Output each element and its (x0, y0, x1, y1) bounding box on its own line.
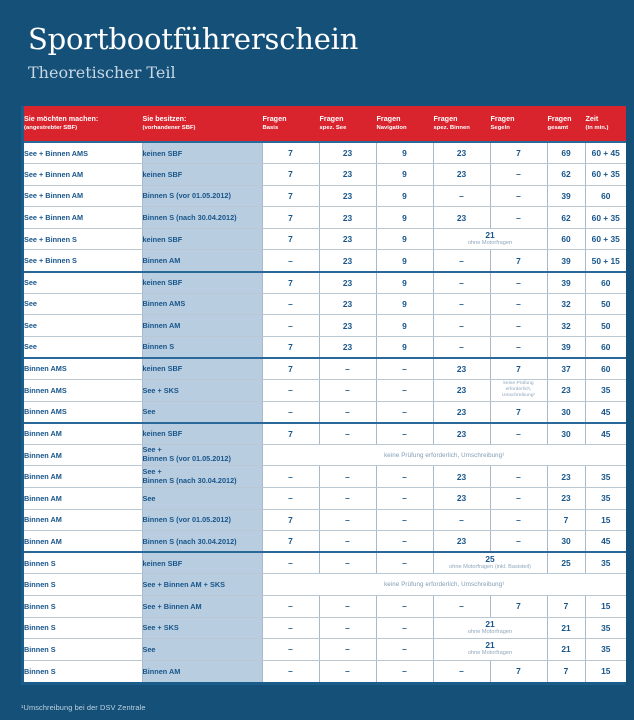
cell-fragen-spez-binnen: 23 (433, 401, 490, 423)
cell-fragen-basis: 7 (262, 207, 319, 229)
cell-owned-licence: Binnen AMS (142, 293, 262, 315)
cell-fragen-navigation: – (376, 488, 433, 510)
column-header-8 (585, 106, 626, 142)
table-row (24, 639, 626, 661)
table-row (24, 228, 626, 250)
cell-desired-licence: Binnen AMS (24, 358, 142, 380)
cell-fragen-spez-binnen: – (433, 595, 490, 617)
cell-fragen-basis: – (262, 488, 319, 510)
cell-owned-licence: keinen SBF (142, 423, 262, 445)
cell-fragen-navigation: – (376, 509, 433, 531)
merged-note: ohne Motorfragen (467, 628, 513, 635)
cell-fragen-spez-binnen: 23 (433, 358, 490, 380)
cell-fragen-basis: 7 (262, 509, 319, 531)
cell-fragen-basis: 7 (262, 185, 319, 207)
cell-fragen-spez-see: – (319, 401, 376, 423)
column-header-sublabel: (vorhandener SBF) (142, 125, 196, 132)
cell-fragen-spez-see: – (319, 660, 376, 682)
cell-owned-licence: Binnen S (nach 30.04.2012) (142, 531, 262, 553)
cell-fragen-navigation: – (376, 466, 433, 488)
cell-desired-licence: Binnen AM (24, 509, 142, 531)
cell-fragen-gesamt: 32 (547, 315, 585, 337)
cell-fragen-gesamt: 7 (547, 595, 585, 617)
column-header-4 (376, 106, 433, 142)
cell-desired-licence: See (24, 315, 142, 337)
cell-owned-licence: See (142, 488, 262, 510)
cell-fragen-spez-see: 23 (319, 336, 376, 358)
table-row (24, 142, 626, 164)
merged-value: 25 (485, 554, 495, 565)
cell-fragen-basis: 7 (262, 336, 319, 358)
cell-desired-licence: See (24, 272, 142, 294)
cell-fragen-segeln: – (490, 185, 547, 207)
cell-desired-licence: Binnen AM (24, 531, 142, 553)
cell-segeln-note: keine Prüfung erforderlich, Umschreibung¹ (490, 380, 547, 402)
cell-fragen-basis: – (262, 595, 319, 617)
cell-zeit: 35 (585, 552, 626, 574)
cell-fragen-basis: – (262, 660, 319, 682)
column-header-label: Fragen (490, 113, 515, 123)
cell-desired-licence: Binnen S (24, 660, 142, 682)
cell-fragen-spez-see: – (319, 466, 376, 488)
column-header-sublabel: (in min.) (585, 125, 609, 132)
cell-owned-licence: keinen SBF (142, 164, 262, 186)
cell-owned-licence: See + SKS (142, 380, 262, 402)
cell-fragen-basis: – (262, 250, 319, 272)
cell-fragen-gesamt: 39 (547, 272, 585, 294)
cell-fragen-spez-binnen: – (433, 660, 490, 682)
cell-fragen-gesamt: 39 (547, 185, 585, 207)
cell-fragen-gesamt: 30 (547, 423, 585, 445)
cell-owned-licence: See + Binnen AM (142, 595, 262, 617)
table-row (24, 380, 626, 402)
cell-fragen-spez-see: – (319, 423, 376, 445)
merged-note: ohne Motorfragen (467, 239, 513, 246)
table-row (24, 185, 626, 207)
cell-fragen-spez-see: – (319, 595, 376, 617)
cell-zeit: 60 + 35 (585, 207, 626, 229)
cell-fragen-navigation: 9 (376, 207, 433, 229)
cell-fragen-segeln: – (490, 164, 547, 186)
table-row (24, 444, 626, 466)
cell-fragen-gesamt: 60 (547, 228, 585, 250)
column-header-sublabel: Segeln (490, 125, 510, 132)
page-title: Sportbootführerschein (28, 22, 359, 56)
cell-fragen-navigation: 9 (376, 164, 433, 186)
cell-fragen-binnen-segeln-merged (433, 639, 547, 661)
cell-owned-licence: Binnen AM (142, 250, 262, 272)
cell-fragen-segeln: – (490, 531, 547, 553)
cell-fragen-segeln: 7 (490, 358, 547, 380)
cell-zeit: 60 (585, 272, 626, 294)
cell-fragen-spez-see: 23 (319, 250, 376, 272)
cell-fragen-binnen-segeln-merged (433, 552, 547, 574)
cell-zeit: 35 (585, 380, 626, 402)
cell-fragen-spez-see: 23 (319, 293, 376, 315)
table-row (24, 531, 626, 553)
table-row (24, 574, 626, 596)
cell-desired-licence: Binnen AMS (24, 401, 142, 423)
column-header-label: Fragen (376, 113, 401, 123)
column-header-3 (319, 106, 376, 142)
column-header-sublabel: (angestrebter SBF) (24, 125, 78, 132)
cell-owned-licence: Binnen AM (142, 660, 262, 682)
column-header-sublabel: gesamt (547, 125, 569, 132)
cell-desired-licence: See + Binnen AM (24, 207, 142, 229)
table-row (24, 617, 626, 639)
table-row (24, 401, 626, 423)
cell-fragen-segeln: – (490, 207, 547, 229)
cell-fragen-segeln: 7 (490, 401, 547, 423)
cell-fragen-segeln: – (490, 336, 547, 358)
cell-fragen-gesamt: 32 (547, 293, 585, 315)
cell-fragen-gesamt: 62 (547, 164, 585, 186)
cell-fragen-basis: 7 (262, 358, 319, 380)
cell-fragen-gesamt: 30 (547, 401, 585, 423)
table-footnote: ¹Umschreibung bei der DSV Zentrale (21, 703, 146, 712)
cell-zeit: 60 + 45 (585, 142, 626, 164)
cell-fragen-basis: – (262, 552, 319, 574)
cell-fragen-spez-see: 23 (319, 228, 376, 250)
cell-desired-licence: Binnen S (24, 552, 142, 574)
cell-fragen-navigation: – (376, 617, 433, 639)
column-header-label: Sie möchten machen: (24, 113, 99, 123)
merged-value: 21 (485, 229, 495, 240)
cell-fragen-segeln: 7 (490, 595, 547, 617)
cell-fragen-gesamt: 23 (547, 380, 585, 402)
cell-fragen-spez-binnen: – (433, 185, 490, 207)
table-row (24, 336, 626, 358)
cell-zeit: 15 (585, 660, 626, 682)
cell-fragen-gesamt: 7 (547, 660, 585, 682)
table-row (24, 207, 626, 229)
cell-fragen-segeln: – (490, 509, 547, 531)
cell-fragen-segeln: – (490, 293, 547, 315)
cell-no-exam-note: keine Prüfung erforderlich, Umschreibung¹ (262, 574, 626, 596)
cell-fragen-binnen-segeln-merged (433, 617, 547, 639)
cell-desired-licence: Binnen AM (24, 466, 142, 488)
table-row (24, 164, 626, 186)
cell-fragen-navigation: 9 (376, 272, 433, 294)
page-header (0, 0, 634, 83)
cell-fragen-spez-see: – (319, 488, 376, 510)
cell-fragen-navigation: 9 (376, 185, 433, 207)
table-header-row (24, 106, 626, 142)
cell-zeit: 35 (585, 639, 626, 661)
cell-desired-licence: Binnen S (24, 574, 142, 596)
cell-fragen-spez-binnen: 23 (433, 488, 490, 510)
cell-fragen-spez-binnen: – (433, 250, 490, 272)
column-header-1 (142, 106, 262, 142)
cell-owned-licence: See (142, 639, 262, 661)
cell-fragen-navigation: 9 (376, 293, 433, 315)
column-header-6 (490, 106, 547, 142)
merged-value: 21 (485, 640, 495, 651)
cell-fragen-segeln: 7 (490, 660, 547, 682)
cell-fragen-gesamt: 21 (547, 639, 585, 661)
column-header-sublabel: Navigation (376, 125, 407, 132)
cell-fragen-spez-binnen: – (433, 272, 490, 294)
cell-desired-licence: Binnen AM (24, 423, 142, 445)
cell-fragen-basis: 7 (262, 423, 319, 445)
table-row (24, 660, 626, 682)
table-row (24, 293, 626, 315)
cell-zeit: 35 (585, 466, 626, 488)
cell-desired-licence: Binnen S (24, 617, 142, 639)
cell-no-exam-note: keine Prüfung erforderlich, Umschreibung¹ (262, 444, 626, 466)
cell-fragen-spez-see: 23 (319, 315, 376, 337)
cell-desired-licence: Binnen AMS (24, 380, 142, 402)
cell-desired-licence: See (24, 293, 142, 315)
table-row (24, 509, 626, 531)
cell-owned-licence: See + Binnen S (nach 30.04.2012) (142, 466, 262, 488)
cell-fragen-spez-see: – (319, 531, 376, 553)
cell-fragen-basis: – (262, 466, 319, 488)
table-row (24, 488, 626, 510)
cell-zeit: 50 (585, 315, 626, 337)
cell-fragen-spez-see: – (319, 358, 376, 380)
cell-owned-licence: Binnen S (vor 01.05.2012) (142, 185, 262, 207)
cell-fragen-navigation: – (376, 401, 433, 423)
cell-zeit: 45 (585, 401, 626, 423)
cell-fragen-navigation: 9 (376, 315, 433, 337)
cell-fragen-basis: 7 (262, 164, 319, 186)
cell-fragen-spez-binnen: 23 (433, 380, 490, 402)
cell-fragen-navigation: 9 (376, 336, 433, 358)
cell-fragen-navigation: – (376, 660, 433, 682)
column-header-7 (547, 106, 585, 142)
cell-zeit: 60 (585, 358, 626, 380)
cell-owned-licence: See + SKS (142, 617, 262, 639)
column-header-0 (24, 106, 142, 142)
cell-fragen-gesamt: 25 (547, 552, 585, 574)
column-header-label: Fragen (547, 113, 572, 123)
table-row (24, 315, 626, 337)
cell-fragen-basis: – (262, 315, 319, 337)
cell-fragen-spez-binnen: – (433, 336, 490, 358)
cell-owned-licence: Binnen S (142, 336, 262, 358)
cell-fragen-spez-see: – (319, 509, 376, 531)
table-row (24, 466, 626, 488)
table-row (24, 595, 626, 617)
cell-fragen-navigation: 9 (376, 228, 433, 250)
column-header-5 (433, 106, 490, 142)
cell-fragen-gesamt: 21 (547, 617, 585, 639)
table-row (24, 250, 626, 272)
cell-fragen-spez-binnen: – (433, 293, 490, 315)
cell-fragen-gesamt: 69 (547, 142, 585, 164)
cell-fragen-spez-binnen: 23 (433, 207, 490, 229)
cell-fragen-navigation: – (376, 358, 433, 380)
cell-fragen-spez-see: 23 (319, 164, 376, 186)
cell-zeit: 50 (585, 293, 626, 315)
cell-desired-licence: See + Binnen S (24, 228, 142, 250)
cell-owned-licence: keinen SBF (142, 228, 262, 250)
cell-fragen-basis: – (262, 617, 319, 639)
cell-fragen-spez-see: 23 (319, 142, 376, 164)
cell-fragen-spez-binnen: 23 (433, 423, 490, 445)
merged-note: ohne Motorfragen (inkl. Basisteil) (449, 564, 531, 571)
cell-fragen-navigation: – (376, 531, 433, 553)
cell-zeit: 45 (585, 531, 626, 553)
cell-fragen-gesamt: 37 (547, 358, 585, 380)
cell-desired-licence: Binnen S (24, 639, 142, 661)
cell-fragen-gesamt: 39 (547, 250, 585, 272)
cell-fragen-spez-binnen: 23 (433, 531, 490, 553)
cell-desired-licence: Binnen S (24, 595, 142, 617)
cell-owned-licence: keinen SBF (142, 358, 262, 380)
cell-owned-licence: See + Binnen S (vor 01.05.2012) (142, 444, 262, 466)
column-header-label: Fragen (319, 113, 344, 123)
cell-fragen-spez-see: – (319, 639, 376, 661)
cell-zeit: 35 (585, 488, 626, 510)
cell-fragen-spez-see: 23 (319, 207, 376, 229)
cell-fragen-navigation: – (376, 423, 433, 445)
cell-fragen-gesamt: 23 (547, 488, 585, 510)
column-header-label: Zeit (585, 113, 599, 123)
cell-zeit: 60 (585, 336, 626, 358)
cell-fragen-gesamt: 39 (547, 336, 585, 358)
cell-zeit: 60 + 35 (585, 228, 626, 250)
cell-zeit: 60 + 35 (585, 164, 626, 186)
column-header-label: Fragen (433, 113, 458, 123)
table-row (24, 423, 626, 445)
cell-fragen-basis: – (262, 293, 319, 315)
cell-fragen-binnen-segeln-merged (433, 228, 547, 250)
column-header-sublabel: Basis (262, 125, 279, 132)
cell-desired-licence: See + Binnen S (24, 250, 142, 272)
column-header-2 (262, 106, 319, 142)
cell-zeit: 50 + 15 (585, 250, 626, 272)
cell-fragen-basis: 7 (262, 228, 319, 250)
cell-fragen-basis: – (262, 380, 319, 402)
cell-desired-licence: See (24, 336, 142, 358)
cell-desired-licence: See + Binnen AM (24, 185, 142, 207)
cell-fragen-gesamt: 62 (547, 207, 585, 229)
cell-owned-licence: See (142, 401, 262, 423)
cell-owned-licence: keinen SBF (142, 272, 262, 294)
table-row (24, 272, 626, 294)
cell-fragen-spez-binnen: 23 (433, 466, 490, 488)
cell-fragen-spez-binnen: – (433, 315, 490, 337)
cell-fragen-spez-see: – (319, 617, 376, 639)
cell-fragen-gesamt: 23 (547, 466, 585, 488)
cell-owned-licence: keinen SBF (142, 142, 262, 164)
cell-fragen-segeln: – (490, 423, 547, 445)
cell-fragen-basis: – (262, 639, 319, 661)
cell-fragen-spez-binnen: – (433, 509, 490, 531)
cell-fragen-segeln: – (490, 315, 547, 337)
column-header-label: Fragen (262, 113, 287, 123)
cell-fragen-navigation: – (376, 595, 433, 617)
column-header-sublabel: spez. See (319, 125, 347, 132)
column-header-sublabel: spez. Binnen (433, 125, 470, 132)
cell-fragen-spez-binnen: 23 (433, 142, 490, 164)
cell-fragen-spez-see: 23 (319, 185, 376, 207)
cell-owned-licence: Binnen S (nach 30.04.2012) (142, 207, 262, 229)
cell-fragen-basis: 7 (262, 272, 319, 294)
cell-fragen-spez-see: 23 (319, 272, 376, 294)
cell-zeit: 15 (585, 595, 626, 617)
table-body (24, 142, 626, 682)
cell-fragen-spez-binnen: 23 (433, 164, 490, 186)
cell-owned-licence: Binnen AM (142, 315, 262, 337)
cell-desired-licence: Binnen AM (24, 444, 142, 466)
cell-zeit: 15 (585, 509, 626, 531)
cell-zeit: 35 (585, 617, 626, 639)
cell-owned-licence: keinen SBF (142, 552, 262, 574)
cell-fragen-spez-see: – (319, 552, 376, 574)
cell-fragen-gesamt: 30 (547, 531, 585, 553)
cell-fragen-navigation: 9 (376, 142, 433, 164)
cell-zeit: 60 (585, 185, 626, 207)
cell-fragen-segeln: – (490, 466, 547, 488)
cell-desired-licence: See + Binnen AM (24, 164, 142, 186)
cell-fragen-gesamt: 7 (547, 509, 585, 531)
column-header-label: Sie besitzen: (142, 113, 187, 123)
cell-owned-licence: See + Binnen AM + SKS (142, 574, 262, 596)
cell-fragen-segeln: – (490, 272, 547, 294)
table-header (24, 106, 626, 142)
cell-fragen-basis: – (262, 401, 319, 423)
cell-owned-licence: Binnen S (vor 01.05.2012) (142, 509, 262, 531)
cell-fragen-navigation: – (376, 552, 433, 574)
cell-fragen-navigation: – (376, 380, 433, 402)
cell-fragen-segeln: 7 (490, 250, 547, 272)
merged-note: ohne Motorfragen (467, 650, 513, 657)
cell-fragen-navigation: – (376, 639, 433, 661)
cell-fragen-basis: 7 (262, 142, 319, 164)
cell-desired-licence: Binnen AM (24, 488, 142, 510)
merged-value: 21 (485, 618, 495, 629)
sbf-table-container (21, 106, 625, 685)
table-row (24, 358, 626, 380)
cell-zeit: 45 (585, 423, 626, 445)
page-subtitle: Theoretischer Teil (28, 63, 176, 82)
cell-fragen-segeln: – (490, 488, 547, 510)
cell-desired-licence: See + Binnen AMS (24, 142, 142, 164)
table-row (24, 552, 626, 574)
sbf-exam-table (24, 106, 626, 682)
cell-fragen-segeln: 7 (490, 142, 547, 164)
cell-fragen-basis: 7 (262, 531, 319, 553)
cell-fragen-navigation: 9 (376, 250, 433, 272)
cell-fragen-spez-see: – (319, 380, 376, 402)
